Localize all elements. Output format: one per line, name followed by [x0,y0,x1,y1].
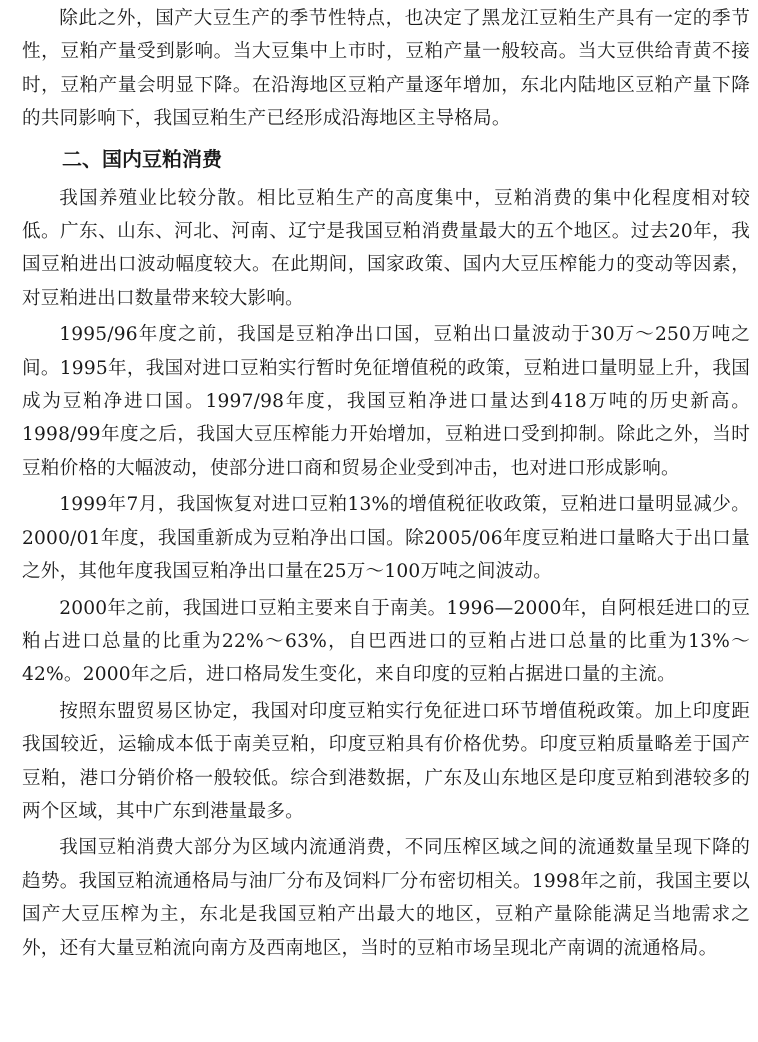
paragraph-circulation-pattern: 我国豆粕消费大部分为区域内流通消费，不同压榨区域之间的流通数量呈现下降的趋势。我国豆粕流通格局与油厂分布及饲料厂分布密切相关。1998年之前，我国主要以国产大豆压榨为主，东北是我国豆粕产出最大的地区，豆粕产量除能满足当地需求之外，还有大量豆粕流向南方及西南地区，当时的豆粕市场呈现北产南调的流通格局。 [22,837,750,959]
paragraph-import-policy-1999: 1999年7月，我国恢复对进口豆粕13%的增值税征收政策，豆粕进口量明显减少。2000/01年度，我国重新成为豆粕净出口国。除2005/06年度豆粕进口量略大于出口量之外，其他年度我国豆粕净出口量在25万～100万吨之间波动。 [22,494,750,583]
paragraph-consumption-overview: 我国养殖业比较分散。相比豆粕生产的高度集中，豆粕消费的集中化程度相对较低。广东、山东、河北、河南、辽宁是我国豆粕消费量最大的五个地区。过去20年，我国豆粕进出口波动幅度较大。在此期间，国家政策、国内大豆压榨能力的变动等因素，对豆粕进出口数量带来较大影响。 [22,187,750,309]
paragraph-import-sources: 2000年之前，我国进口豆粕主要来自于南美。1996—2000年，自阿根廷进口的豆粕占进口总量的比重为22%～63%，自巴西进口的豆粕占进口总量的比重为13%～42%。2000年之后，进口格局发生变化，来自印度的豆粕占据进口量的主流。 [22,597,750,686]
document-page [22,2,750,968]
section-heading: 二、国内豆粕消费 [62,146,222,171]
paragraph-production-seasonality: 除此之外，国产大豆生产的季节性特点，也决定了黑龙江豆粕生产具有一定的季节性，豆粕产量受到影响。当大豆集中上市时，豆粕产量一般较高。当大豆供给青黄不接时，豆粕产量会明显下降。在沿海地区豆粕产量逐年增加，东北内陆地区豆粕产量下降的共同影响下，我国豆粕生产已经形成沿海地区主导格局。 [22,8,750,130]
paragraph-import-history-1995: 1995/96年度之前，我国是豆粕净出口国，豆粕出口量波动于30万～250万吨之间。1995年，我国对进口豆粕实行暂时免征增值税的政策，豆粕进口量明显上升，我国成为豆粕净进口国。1997/98年度，我国豆粕净进口量达到418万吨的历史新高。1998/99年度之后，我国大豆压榨能力开始增加，豆粕进口受到抑制。除此之外，当时豆粕价格的大幅波动，使部分进口商和贸易企业受到冲击，也对进口形成影响。 [22,324,750,479]
paragraph-india-imports: 按照东盟贸易区协定，我国对印度豆粕实行免征进口环节增值税政策。加上印度距我国较近，运输成本低于南美豆粕，印度豆粕具有价格优势。印度豆粕质量略差于国产豆粕，港口分销价格一般较低。综合到港数据，广东及山东地区是印度豆粕到港较多的两个区域，其中广东到港量最多。 [22,700,750,822]
